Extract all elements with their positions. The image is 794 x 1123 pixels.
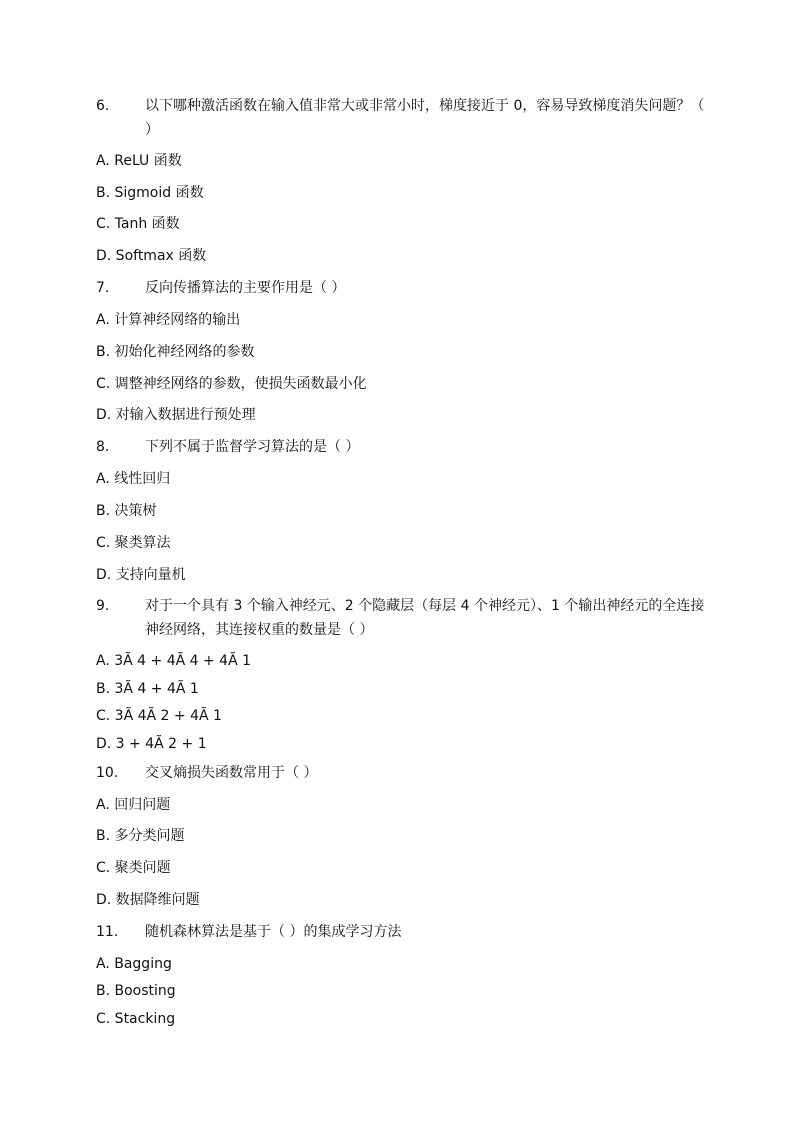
option-9c: C. 3Ã 4Ã 2 + 4Ã 1 bbox=[96, 708, 222, 724]
option-7a: A. 计算神经网络的输出 bbox=[96, 312, 241, 328]
option-11c: C. Stacking bbox=[96, 1011, 176, 1027]
question-text: 以下哪种激活函数在输入值非常大或非常小时，梯度接近于 0，容易导致梯度消失问题？（ ） bbox=[145, 98, 705, 138]
option-8d: D. 支持向量机 bbox=[96, 567, 186, 583]
question-number: 7. bbox=[96, 280, 110, 296]
question-number: 9. bbox=[96, 598, 110, 614]
option-8c: C. 聚类算法 bbox=[96, 535, 171, 551]
option-6d: D. Softmax 函数 bbox=[96, 248, 207, 264]
option-7d: D. 对输入数据进行预处理 bbox=[96, 407, 256, 423]
option-10c: C. 聚类问题 bbox=[96, 860, 171, 876]
option-6c: C. Tanh 函数 bbox=[96, 216, 180, 232]
option-8b: B. 决策树 bbox=[96, 503, 157, 519]
question-number: 8. bbox=[96, 439, 110, 455]
option-10d: D. 数据降维问题 bbox=[96, 892, 200, 908]
question-text: 下列不属于监督学习算法的是（ ） bbox=[145, 439, 360, 455]
option-9b: B. 3Ã 4 + 4Ã 1 bbox=[96, 681, 199, 697]
question-number: 6. bbox=[96, 98, 110, 114]
option-10a: A. 回归问题 bbox=[96, 797, 171, 813]
option-10b: B. 多分类问题 bbox=[96, 828, 185, 844]
option-8a: A. 线性回归 bbox=[96, 471, 171, 487]
option-7b: B. 初始化神经网络的参数 bbox=[96, 344, 255, 360]
question-number: 10. bbox=[96, 765, 119, 781]
question-text: 随机森林算法是基于（ ）的集成学习方法 bbox=[145, 924, 402, 940]
option-9a: A. 3Ã 4 + 4Ã 4 + 4Ã 1 bbox=[96, 653, 252, 669]
question-text: 交叉熵损失函数常用于（ ） bbox=[145, 765, 318, 781]
question-number: 11. bbox=[96, 924, 119, 940]
option-7c: C. 调整神经网络的参数，使损失函数最小化 bbox=[96, 376, 367, 392]
option-9d: D. 3 + 4Ã 2 + 1 bbox=[96, 736, 207, 752]
option-6a: A. ReLU 函数 bbox=[96, 153, 182, 169]
question-text: 反向传播算法的主要作用是（ ） bbox=[145, 280, 346, 296]
question-text: 对于一个具有 3 个输入神经元、2 个隐藏层（每层 4 个神经元）、1 个输出神经元的全连接神经网络，其连接权重的数量是（ ） bbox=[145, 598, 705, 638]
option-11b: B. Boosting bbox=[96, 983, 176, 999]
option-11a: A. Bagging bbox=[96, 956, 172, 972]
option-6b: B. Sigmoid 函数 bbox=[96, 185, 204, 201]
